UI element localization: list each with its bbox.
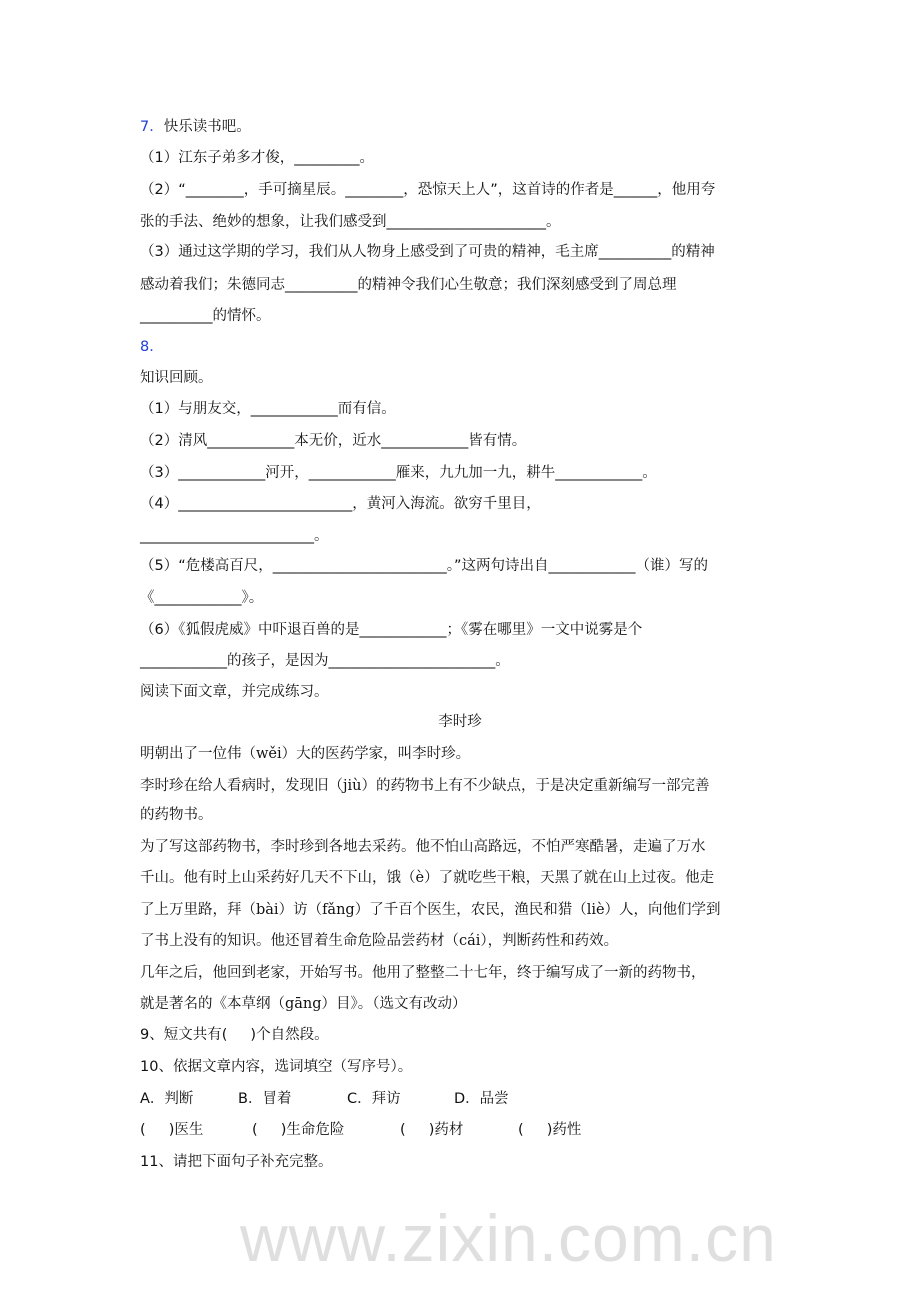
q8-line: （1）与朋友交，____________而有信。 xyxy=(140,401,396,417)
q8-line: 《____________》。 xyxy=(140,590,264,606)
q8-line: （4）________________________，黄河入海流。欲穷千里目， xyxy=(140,496,541,512)
q8-line: ____________的孩子，是因为_______________________。 xyxy=(140,653,510,669)
q10-option-c: C．拜访 xyxy=(347,1091,401,1107)
reading-title: 李时珍 xyxy=(438,714,482,730)
q10-blank: ( )医生 xyxy=(140,1122,204,1138)
reading-line: 明朝出了一位伟（wěi）大的医药学家，叫李时珍。 xyxy=(140,746,471,762)
q10-option-d: D．品尝 xyxy=(454,1091,509,1107)
q8-line: （5）“危楼高百尺，________________________。”这两句诗出自____________（谁）写的 xyxy=(140,558,708,574)
reading-instruction: 阅读下面文章，并完成练习。 xyxy=(140,684,329,700)
reading-line: 几年之后，他回到老家，开始写书。他用了整整二十七年，终于编写成了一新的药物书， xyxy=(140,965,706,981)
q7-line: （2）“________，手可摘星辰。________，恐惊天上人”，这首诗的作者是______，他用夸 xyxy=(140,182,716,198)
reading-line: 了上万里路，拜（bài）访（fǎng）了千百个医生，农民，渔民和猎（liè）人，向他们学到 xyxy=(140,902,721,918)
q10-prompt: 10、依据文章内容，选词填空（写序号）。 xyxy=(140,1059,413,1075)
q8-title: 知识回顾。 xyxy=(140,370,213,386)
q10-option-b: B．冒着 xyxy=(238,1091,292,1107)
reading-line: 的药物书。 xyxy=(140,807,213,823)
reading-line: 就是著名的《本草纲（gāng）目》。（选文有改动） xyxy=(140,996,467,1012)
q9: 9、短文共有( )个自然段。 xyxy=(140,1027,329,1043)
reading-line: 了书上没有的知识。他还冒着生命危险品尝药材（cái），判断药性和药效。 xyxy=(140,933,619,949)
q7-line: 感动着我们；朱德同志__________的精神令我们心生敬意；我们深刻感受到了周总理 xyxy=(140,277,677,293)
q8-line: ________________________。 xyxy=(140,528,329,544)
watermark: www.zixin.com.cn xyxy=(240,1201,777,1275)
reading-line: 为了写这部药物书，李时珍到各地去采药。他不怕山高路远，不怕严寒酷暑，走遍了万水 xyxy=(140,839,706,855)
q7-heading xyxy=(140,117,251,137)
q8-line: （3）____________河开，____________雁来，九九加一九，耕牛____________。 xyxy=(140,465,657,481)
q10-blank: ( )药材 xyxy=(400,1122,464,1138)
q8-line: （2）清风____________本无价，近水____________皆有情。 xyxy=(140,433,527,449)
q10-option-a: A．判断 xyxy=(140,1091,194,1107)
q8-line: （6）《狐假虎威》中吓退百兽的是____________；《雾在哪里》一文中说雾是个 xyxy=(140,622,643,638)
q7-number: 7． xyxy=(140,119,164,135)
q8-number: 8． xyxy=(140,339,164,355)
q7-line: （1）江东子弟多才俊，_________。 xyxy=(140,150,374,166)
q10-blank: ( )药性 xyxy=(518,1122,582,1138)
q7-line: （3）通过这学期的学习，我们从人物身上感受到了可贵的精神，毛主席__________的精神 xyxy=(140,244,715,260)
q10-blank: ( )生命危险 xyxy=(252,1122,345,1138)
q7-title: 快乐读书吧。 xyxy=(163,119,251,135)
q7-line: 张的手法、绝妙的想象，让我们感受到______________________。 xyxy=(140,214,561,230)
q7-line: __________的情怀。 xyxy=(140,308,271,324)
reading-line: 千山。他有时上山采药好几天不下山，饿（è）了就吃些干粮，天黑了就在山上过夜。他走 xyxy=(140,870,715,886)
q11: 11、请把下面句子补充完整。 xyxy=(140,1154,333,1170)
reading-line: 李时珍在给人看病时，发现旧（jiù）的药物书上有不少缺点，于是决定重新编写一部完善 xyxy=(140,778,710,794)
